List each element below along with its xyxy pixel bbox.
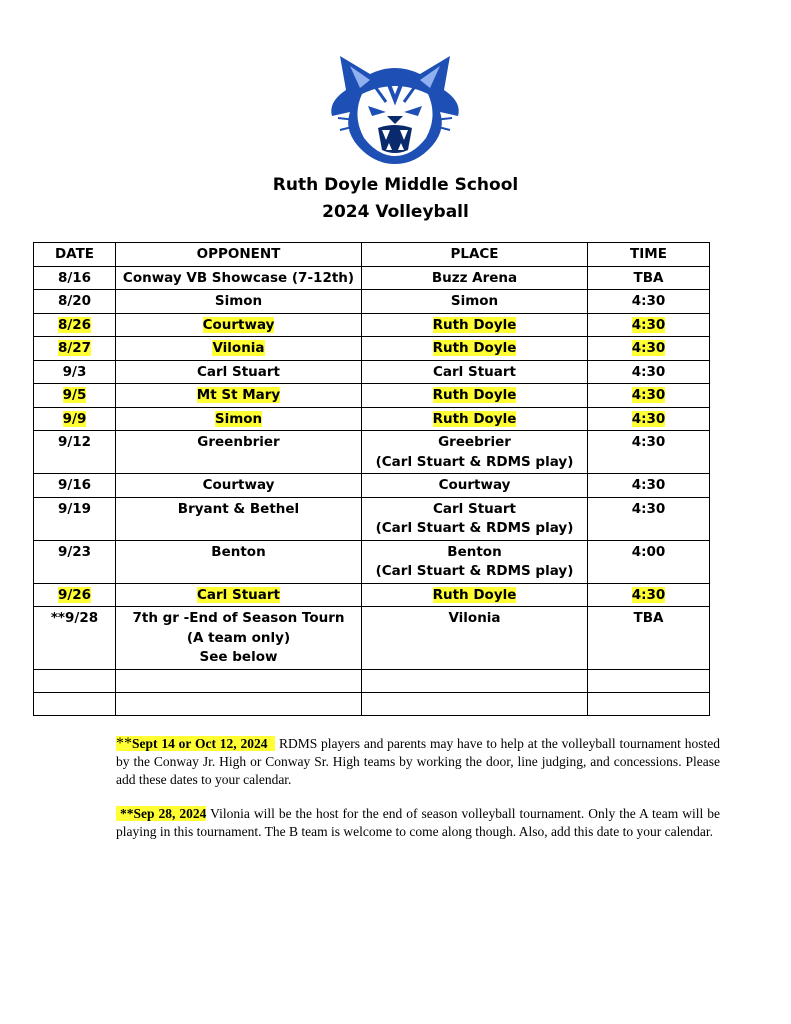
cell-date [34,313,116,337]
cell-place [362,266,588,290]
cell-time [588,540,710,583]
cell-place [362,337,588,361]
empty-cell [116,692,362,715]
cell-place-text: Carl Stuart [432,500,516,517]
cell-opponent [116,431,362,474]
cell-opponent [116,474,362,498]
cell-date [34,431,116,474]
cell-place-text: Buzz Arena [431,269,518,286]
cell-opponent [116,583,362,607]
cell-place-text: Vilonia [448,610,501,626]
table-row [34,431,710,474]
cell-place [362,407,588,431]
cell-opponent [116,540,362,583]
cell-opponent-text: Simon [214,410,263,427]
cell-date-text: **9/28 [50,610,99,626]
column-header-opponent: OPPONENT [116,243,362,267]
cell-place-text: Simon [450,293,499,309]
cell-time [588,607,710,670]
table-row [34,290,710,314]
cell-place-text: Greebrier [438,434,511,450]
cell-date [34,384,116,408]
cell-place [362,431,588,474]
cell-date-text: 9/19 [57,500,92,517]
cell-place [362,497,588,540]
cell-opponent-note: (A team only) [186,629,291,646]
school-name: Ruth Doyle Middle School [272,175,519,195]
cell-date [34,540,116,583]
cell-time-text: 4:30 [631,586,666,603]
wildcat-mascot-logo [326,50,464,166]
note-lead-highlight: **Sep 28, 2024 [116,806,206,821]
cell-date [34,583,116,607]
cell-date [34,607,116,670]
table-row [34,407,710,431]
cell-opponent-text: Carl Stuart [196,363,280,380]
season-title: 2024 Volleyball [322,202,469,222]
cell-opponent-text: Vilonia [212,340,265,356]
cell-date-text: 8/26 [57,316,92,333]
cell-opponent [116,266,362,290]
cell-time-text: TBA [633,269,664,286]
empty-cell [34,669,116,692]
cell-date-text: 9/3 [62,363,87,380]
cell-opponent-text: Bryant & Bethel [177,500,300,517]
empty-cell [588,692,710,715]
empty-cell [362,669,588,692]
cell-place-note: (Carl Stuart & RDMS play) [375,520,574,536]
note-text: RDMS players and parents may have to help at the volleyball tournament hosted by the Conway Jr. High or Conway Sr. High teams by working the door, line judging, and concessions. Please add these dates to your calendar. [116,736,720,787]
cell-date-text: 9/16 [57,477,92,493]
table-row [34,583,710,607]
cell-time-text: 4:30 [631,410,666,427]
cell-opponent [116,290,362,314]
table-row [34,337,710,361]
cell-date-text: 8/20 [57,293,92,309]
cell-place [362,360,588,384]
empty-cell [588,669,710,692]
cell-time [588,407,710,431]
cell-date-text: 9/26 [57,586,92,603]
cell-opponent [116,384,362,408]
cell-opponent-text: Courtway [202,316,275,333]
cell-time [588,337,710,361]
table-row [34,540,710,583]
empty-table-row [34,669,710,692]
cell-date-text: 9/12 [57,434,92,450]
cell-date-text: 8/16 [57,269,92,286]
cell-place-text: Ruth Doyle [432,387,517,403]
cell-opponent-text: Conway VB Showcase (7-12th) [122,269,355,286]
cell-opponent [116,360,362,384]
table-row [34,313,710,337]
cell-place [362,313,588,337]
empty-cell [116,669,362,692]
cell-opponent [116,337,362,361]
table-row [34,497,710,540]
cell-place-text: Benton [447,543,502,560]
empty-cell [362,692,588,715]
column-header-place: PLACE [362,243,588,267]
cell-date-text: 9/9 [62,410,87,427]
cell-place-note: (Carl Stuart & RDMS play) [375,453,574,470]
cell-place-text: Courtway [438,477,511,493]
cell-time-text: 4:30 [631,387,666,403]
cell-date-text: 8/27 [57,340,92,356]
cell-date [34,337,116,361]
table-row [34,360,710,384]
cell-time [588,313,710,337]
cell-opponent [116,497,362,540]
cell-time-text: 4:30 [631,340,666,356]
cell-time [588,474,710,498]
empty-table-row [34,692,710,715]
cell-place [362,607,588,670]
cell-date [34,497,116,540]
cell-time-text: 4:30 [631,293,666,309]
cell-opponent-text: Benton [211,543,266,560]
table-header-row [34,243,710,267]
cell-opponent-text: Courtway [202,477,275,493]
cell-date [34,407,116,431]
cell-time [588,583,710,607]
note-text: Vilonia will be the host for the end of season volleyball tournament. Only the A team will be playing in this tournament. The B team is welcome to come along though. Also, add this date to your calendar. [116,806,720,839]
note-season-tournament [116,805,720,841]
cell-opponent-text: 7th gr -End of Season Tourn [132,610,345,626]
cell-time [588,360,710,384]
cell-time-text: TBA [633,610,664,626]
cell-opponent [116,313,362,337]
cell-place-text: Ruth Doyle [432,316,517,333]
cell-opponent-note: See below [199,649,278,665]
cell-place-text: Ruth Doyle [432,586,517,603]
cell-opponent-text: Greenbrier [197,434,280,450]
cell-place [362,540,588,583]
cell-place-note: (Carl Stuart & RDMS play) [375,563,574,579]
table-row [34,607,710,670]
cell-date-text: 9/23 [57,543,92,560]
cell-opponent [116,607,362,670]
cell-time-text: 4:30 [631,434,666,450]
cell-opponent-text: Carl Stuart [196,586,280,603]
schedule-table [33,242,710,716]
cell-time-text: 4:30 [631,316,666,333]
cell-place [362,474,588,498]
cell-time [588,266,710,290]
empty-cell [34,692,116,715]
cell-date [34,290,116,314]
cell-place [362,583,588,607]
cell-opponent-text: Mt St Mary [196,387,281,403]
cell-time [588,290,710,314]
table-row [34,384,710,408]
cell-time-text: 4:30 [631,363,666,380]
cell-date [34,266,116,290]
column-header-time: TIME [588,243,710,267]
schedule-body [34,266,710,715]
cell-place-text: Ruth Doyle [432,410,517,427]
cell-place-text: Ruth Doyle [432,340,517,356]
cell-time-text: 4:00 [631,543,666,560]
cell-opponent [116,407,362,431]
cell-place [362,290,588,314]
cell-date [34,474,116,498]
note-tournament-help [116,735,720,789]
cell-time-text: 4:30 [631,500,666,517]
cell-time [588,497,710,540]
note-lead-highlight: **Sept 14 or Oct 12, 2024 [116,736,275,751]
cell-date [34,360,116,384]
cell-opponent-text: Simon [214,293,263,309]
cell-time [588,431,710,474]
cell-time-text: 4:30 [631,477,666,493]
table-row [34,266,710,290]
table-row [34,474,710,498]
cell-place-text: Carl Stuart [432,363,516,380]
cell-place [362,384,588,408]
cell-date-text: 9/5 [62,387,87,403]
cell-time [588,384,710,408]
column-header-date: DATE [34,243,116,267]
